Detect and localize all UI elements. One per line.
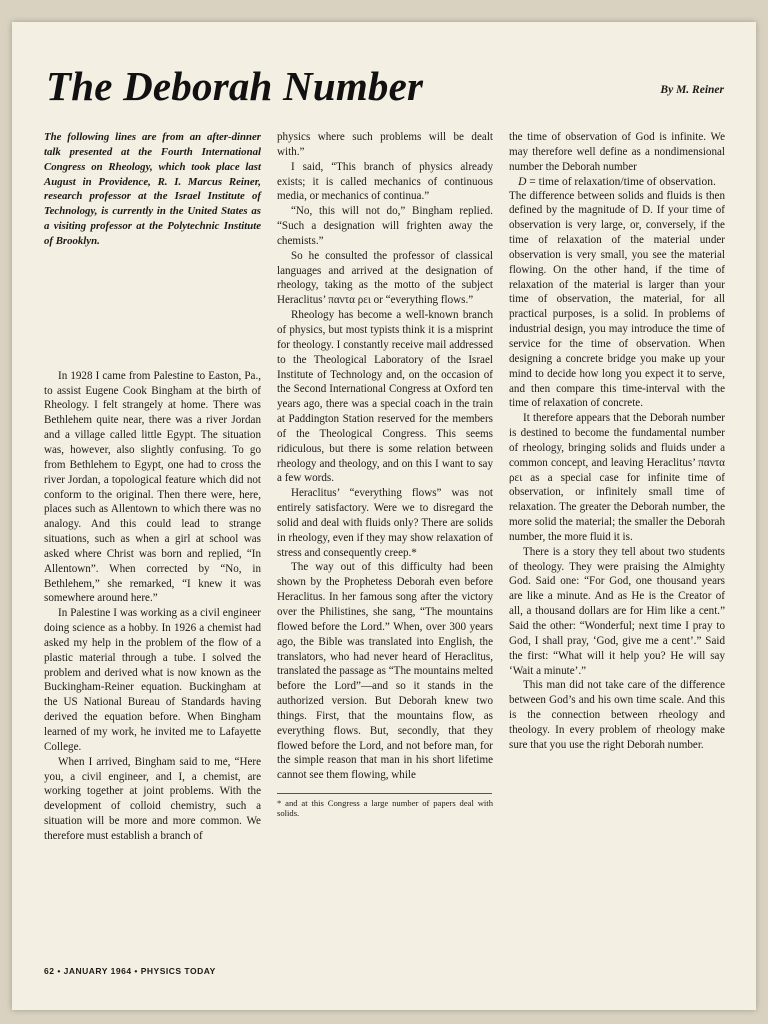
page-footer: 62 • JANUARY 1964 • PHYSICS TODAY xyxy=(44,966,216,976)
footnote-divider xyxy=(277,793,492,794)
body-paragraph: Heraclitus’ “everything flows” was not entirely satisfactory. Were we to disregard the solid and deal with fluids only? There are solids in rheology, even if they may show relaxation of stress and consequently creep.* xyxy=(277,487,493,559)
intro-paragraph: The following lines are from an after-dinner talk presented at the Fourth International Congress on Rheology, which took place last August in Providence, R. I. Marcus Reiner, research professor at the Israel Institute of Technology, is currently in the United States as a visiting professor at the Polytechnic Institute of Brooklyn. xyxy=(44,131,261,247)
body-paragraph: In Palestine I was working as a civil engineer doing science as a hobby. In 1926 a chemist had asked my help in the problem of the flow of a plastic material through a tube. I solved the problem and derived what is now known as the Buckingham-Reiner equation. Buckingham at the US National Bureau of Standards having derived the equation before. When Bingham learned of my work, he invited me to Lafayette College. xyxy=(44,607,261,753)
text-column-2 xyxy=(277,130,493,818)
body-paragraph: It therefore appears that the Deborah number is destined to become the fundamental number of rheology, bringing solids and fluids under a common concept, and leaving Heraclitus’ παντα ρει as a special case for infinite time of observation, or infinitely small time of relaxation. The greater the Deborah number, the more solid the material; the smaller the Deborah number, the more fluid it is. xyxy=(509,412,725,543)
body-paragraph: This man did not take care of the difference between God’s and his own time scale. And this is the connection between rheology and theology. In every problem of rheology make sure that you use the right Deborah number. xyxy=(509,679,725,751)
formula-definition: = time of relaxation/time of observation. xyxy=(526,175,716,188)
body-paragraph: In 1928 I came from Palestine to Easton, Pa., to assist Eugene Cook Bingham at the birth of Rheology. I felt strangely at home. There was Bethlehem quite near, there was a river Jordan and a village called little Egypt. The situation was, however, also slightly confusing. To go from Bethlehem to Egypt, one had to cross the river Jordan, a topological feature which did not conform to the original. Then there were, here, places such as Allentown to which there was no analogy. And this could lead to strange situations, such as when a girl at school was asked where Christ was born and replied, “In Allentown”. When corrected by “No, in Bethlehem,” she remarked, “I knew it was somewhere around here.” xyxy=(44,369,261,605)
deborah-number-formula xyxy=(509,175,725,189)
body-paragraph: When I arrived, Bingham said to me, “Here you, a civil engineer, and I, a chemist, are working together at joint problems. With the development of colloid chemistry, such a situation will be more and more common. We therefore must establish a branch of xyxy=(44,755,261,842)
column-spacer xyxy=(44,249,261,369)
body-paragraph: I said, “This branch of physics already exists; it is called mechanics of continuous media, or mechanics of continua.” xyxy=(277,160,493,203)
text-column-3 xyxy=(509,130,725,753)
article-title: The Deborah Number xyxy=(46,63,424,109)
body-paragraph: So he consulted the professor of classical languages and arrived at the designation of rheology, taking as the motto of the subject Heraclitus’ παντα ρει or “everything flows.” xyxy=(277,249,493,307)
body-paragraph: physics where such problems will be dealt with.” xyxy=(277,131,493,158)
formula-variable: D xyxy=(518,175,527,188)
body-paragraph: Rheology has become a well-known branch of physics, but most typists think it is a misprint for theology. I constantly receive mail addressed to the Theological Laboratory of the Israel Institute of Technology and, on the occasion of the Second International Congress at Oxford ten years ago, there was a special coach in the train at Paddington Station reserved for the members of the Theological Congress. This seems ridiculous, but there is some relation between rheology and theology, and on this I want to say a few words. xyxy=(277,309,493,485)
article-byline: By M. Reiner xyxy=(660,84,724,96)
body-paragraph: The way out of this difficulty had been shown by the Prophetess Deborah even before Heraclitus. In her famous song after the victory over the Philistines, she sang, “The mountains flowed before the Lord.” When, over 300 years ago, the Bible was translated into English, the translators, who had never heard of Heraclitus, translated the passage as “The mountains melted before the Lord”—and so it stands in the authorized version. But Deborah knew two things. First, that the mountains flow, as everything flows. But, secondly, that they flowed before the Lord, and not before man, for the simple reason that man in his short lifetime cannot see them flowing, while xyxy=(277,561,493,782)
text-column-1 xyxy=(44,130,261,844)
body-paragraph: There is a story they tell about two students of theology. They were praising the Almighty God. Said one: “For God, one thousand years are like a minute. And as He is the Creator of all, a thousand dollars are for Him like a cent.” Said the other: “Wonderful; next time I pray to God, I shall pray, ‘God, give me a cent’.” Said the first: “What will it help you? He will say ‘Wait a minute’.” xyxy=(509,545,725,677)
body-paragraph: “No, this will not do,” Bingham replied. “Such a designation will frighten away the chemists.” xyxy=(277,205,493,247)
body-paragraph: the time of observation of God is infinite. We may therefore well define as a nondimensional number the Deborah number xyxy=(509,131,725,173)
body-paragraph: The difference between solids and fluids is then defined by the magnitude of D. If your time of observation is very large, or, conversely, if the time of relaxation of the material under observation is very small, you see the material flowing. On the other hand, if the time of relaxation of the material is larger than your time of observation, the material, for all practical purposes, is a solid. In problems of industrial design, you may introduce the time of service for the time of observation. When designing a concrete bridge you make up your mind to decide how long you expect it to serve, and then compare this time-interval with the time of relaxation of concrete. xyxy=(509,189,725,410)
footnote: * and at this Congress a large number of papers deal with solids. xyxy=(277,798,493,819)
magazine-page xyxy=(12,22,756,1010)
